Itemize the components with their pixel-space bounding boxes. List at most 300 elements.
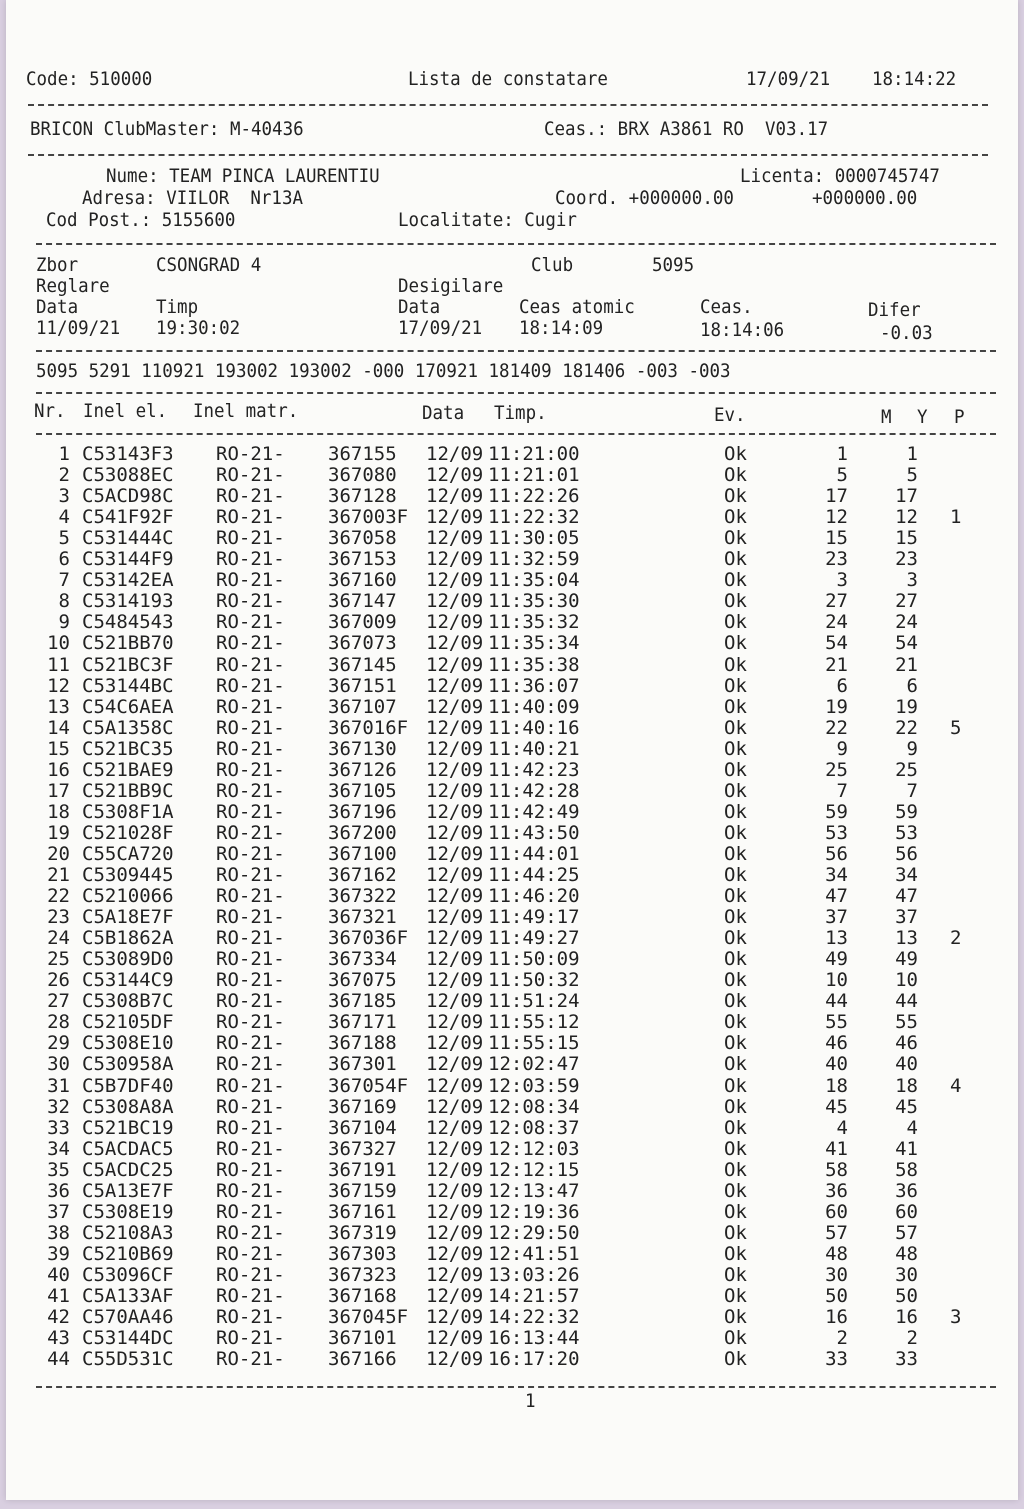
ring-number: 367200 bbox=[328, 821, 397, 844]
separator bbox=[36, 1386, 996, 1388]
event-status: Ok bbox=[724, 1306, 747, 1329]
setting-label: Reglare bbox=[36, 275, 110, 297]
code-line: 5095 5291 110921 193002 193002 -000 170921 181409 181406 -003 -003 bbox=[36, 360, 731, 382]
ring-prefix: RO-21- bbox=[216, 1053, 285, 1076]
setting-date: 11/09/21 bbox=[36, 317, 121, 339]
arrival-time: 14:21:57 bbox=[488, 1285, 580, 1307]
m-value: 37 bbox=[825, 906, 848, 929]
event-status: Ok bbox=[724, 506, 747, 529]
table-row bbox=[6, 928, 1018, 949]
license: Licenta: 0000745747 bbox=[740, 165, 940, 187]
event-status: Ok bbox=[724, 821, 747, 844]
ring-number: 367301 bbox=[328, 1053, 397, 1076]
electronic-ring: C5308E10 bbox=[82, 1032, 174, 1055]
arrival-time: 11:21:00 bbox=[488, 443, 580, 465]
ring-number: 367185 bbox=[328, 990, 397, 1013]
arrival-date: 12/09 bbox=[426, 1200, 484, 1223]
arrival-time: 11:51:24 bbox=[488, 990, 580, 1013]
unsealing-date: 17/09/21 bbox=[398, 317, 483, 339]
ring-number: 367334 bbox=[328, 948, 397, 971]
electronic-ring: C5A13E7F bbox=[82, 1179, 174, 1202]
event-status: Ok bbox=[724, 948, 747, 971]
p-value: 1 bbox=[950, 506, 962, 529]
row-number: 37 bbox=[47, 1200, 70, 1223]
event-status: Ok bbox=[724, 1053, 747, 1076]
arrival-time: 11:49:17 bbox=[488, 906, 580, 929]
row-number: 31 bbox=[47, 1074, 70, 1097]
header-y: Y bbox=[917, 406, 928, 428]
club-value: 5095 bbox=[652, 254, 695, 276]
electronic-ring: C53144BC bbox=[82, 674, 174, 697]
event-status: Ok bbox=[724, 1179, 747, 1202]
arrival-time: 11:42:28 bbox=[488, 779, 580, 802]
electronic-ring: C5308E19 bbox=[82, 1200, 174, 1223]
m-value: 48 bbox=[825, 1242, 848, 1265]
m-value: 33 bbox=[825, 1348, 848, 1371]
table-row bbox=[6, 507, 1018, 528]
event-status: Ok bbox=[724, 464, 747, 487]
electronic-ring: C53144F9 bbox=[82, 548, 174, 571]
ring-prefix: RO-21- bbox=[216, 1116, 285, 1139]
arrival-time: 12:08:34 bbox=[488, 1095, 580, 1118]
arrival-date: 12/09 bbox=[426, 906, 484, 929]
table-row bbox=[6, 802, 1018, 823]
y-value: 46 bbox=[895, 1032, 918, 1055]
arrival-date: 12/09 bbox=[426, 969, 484, 992]
event-status: Ok bbox=[724, 653, 747, 676]
event-status: Ok bbox=[724, 1285, 747, 1307]
ring-prefix: RO-21- bbox=[216, 1348, 285, 1371]
header-data: Data bbox=[422, 402, 465, 424]
row-number: 26 bbox=[47, 969, 70, 992]
arrival-date: 12/09 bbox=[426, 927, 484, 950]
ring-prefix: RO-21- bbox=[216, 1011, 285, 1034]
m-value: 49 bbox=[825, 948, 848, 971]
electronic-ring: C5210066 bbox=[82, 885, 174, 908]
table-row bbox=[6, 612, 1018, 633]
electronic-ring: C521BB70 bbox=[82, 632, 174, 655]
m-value: 25 bbox=[825, 758, 848, 781]
ring-prefix: RO-21- bbox=[216, 485, 285, 508]
electronic-ring: C5ACD98C bbox=[82, 485, 174, 508]
y-value: 9 bbox=[906, 737, 918, 760]
ring-number: 367188 bbox=[328, 1032, 397, 1055]
arrival-date: 12/09 bbox=[426, 800, 484, 823]
table-row bbox=[6, 1265, 1018, 1286]
p-value: 3 bbox=[950, 1306, 962, 1329]
row-number: 5 bbox=[58, 527, 70, 550]
coordinates: Coord. +000000.00 bbox=[555, 187, 734, 209]
flight-name: CSONGRAD 4 bbox=[156, 254, 262, 276]
m-value: 34 bbox=[825, 864, 848, 886]
arrival-date: 12/09 bbox=[426, 1074, 484, 1097]
table-row bbox=[6, 444, 1018, 465]
y-value: 12 bbox=[895, 506, 918, 529]
ring-number: 367151 bbox=[328, 674, 397, 697]
y-value: 56 bbox=[895, 842, 918, 865]
table-row bbox=[6, 1181, 1018, 1202]
ring-prefix: RO-21- bbox=[216, 885, 285, 908]
ring-number: 367104 bbox=[328, 1116, 397, 1139]
event-status: Ok bbox=[724, 1200, 747, 1223]
ring-prefix: RO-21- bbox=[216, 842, 285, 865]
postal-code: Cod Post.: 5155600 bbox=[46, 209, 236, 231]
m-value: 13 bbox=[825, 927, 848, 950]
arrival-date: 12/09 bbox=[426, 464, 484, 487]
electronic-ring: C521BC35 bbox=[82, 737, 174, 760]
arrival-date: 12/09 bbox=[426, 506, 484, 529]
row-number: 3 bbox=[58, 485, 70, 508]
table-row bbox=[6, 549, 1018, 570]
electronic-ring: C541F92F bbox=[82, 506, 174, 529]
table-row bbox=[6, 970, 1018, 991]
event-status: Ok bbox=[724, 548, 747, 571]
ring-prefix: RO-21- bbox=[216, 1032, 285, 1055]
ring-prefix: RO-21- bbox=[216, 1158, 285, 1181]
row-number: 9 bbox=[58, 611, 70, 634]
header-p: P bbox=[954, 406, 965, 428]
ring-prefix: RO-21- bbox=[216, 632, 285, 655]
event-status: Ok bbox=[724, 1327, 747, 1350]
event-status: Ok bbox=[724, 674, 747, 697]
ring-prefix: RO-21- bbox=[216, 1242, 285, 1265]
row-number: 13 bbox=[47, 695, 70, 718]
ring-number: 367147 bbox=[328, 590, 397, 613]
y-value: 3 bbox=[906, 569, 918, 592]
ring-number: 367327 bbox=[328, 1137, 397, 1160]
ring-number: 367319 bbox=[328, 1221, 397, 1244]
report-date: 17/09/21 bbox=[746, 68, 831, 90]
ring-prefix: RO-21- bbox=[216, 948, 285, 971]
separator bbox=[28, 154, 988, 156]
y-value: 41 bbox=[895, 1137, 918, 1160]
y-value: 21 bbox=[895, 653, 918, 676]
event-status: Ok bbox=[724, 800, 747, 823]
ring-prefix: RO-21- bbox=[216, 906, 285, 929]
report-time: 18:14:22 bbox=[872, 68, 957, 90]
row-number: 23 bbox=[47, 906, 70, 929]
m-value: 2 bbox=[836, 1327, 848, 1350]
y-value: 36 bbox=[895, 1179, 918, 1202]
table-row bbox=[6, 844, 1018, 865]
y-value: 24 bbox=[895, 611, 918, 634]
arrival-time: 11:44:25 bbox=[488, 864, 580, 886]
arrival-time: 12:03:59 bbox=[488, 1074, 580, 1097]
m-value: 41 bbox=[825, 1137, 848, 1160]
table-row bbox=[6, 907, 1018, 928]
y-value: 58 bbox=[895, 1158, 918, 1181]
arrival-date: 12/09 bbox=[426, 1011, 484, 1034]
arrival-date: 12/09 bbox=[426, 1095, 484, 1118]
ring-prefix: RO-21- bbox=[216, 737, 285, 760]
arrival-time: 12:13:47 bbox=[488, 1179, 580, 1202]
y-value: 59 bbox=[895, 800, 918, 823]
row-number: 35 bbox=[47, 1158, 70, 1181]
y-value: 33 bbox=[895, 1348, 918, 1371]
ring-number: 367105 bbox=[328, 779, 397, 802]
y-value: 18 bbox=[895, 1074, 918, 1097]
m-value: 54 bbox=[825, 632, 848, 655]
arrival-time: 11:55:12 bbox=[488, 1011, 580, 1034]
electronic-ring: C521028F bbox=[82, 821, 174, 844]
header-timp: Timp. bbox=[494, 402, 547, 424]
row-number: 25 bbox=[47, 948, 70, 971]
event-status: Ok bbox=[724, 716, 747, 739]
row-number: 41 bbox=[47, 1285, 70, 1307]
m-value: 3 bbox=[836, 569, 848, 592]
m-value: 12 bbox=[825, 506, 848, 529]
arrival-date: 12/09 bbox=[426, 1221, 484, 1244]
ring-prefix: RO-21- bbox=[216, 1327, 285, 1350]
printed-report bbox=[6, 0, 1018, 1500]
electronic-ring: C53096CF bbox=[82, 1263, 174, 1286]
y-value: 45 bbox=[895, 1095, 918, 1118]
event-status: Ok bbox=[724, 842, 747, 865]
table-row bbox=[6, 886, 1018, 907]
arrival-time: 12:12:15 bbox=[488, 1158, 580, 1181]
table-row bbox=[6, 1097, 1018, 1118]
header-nr: Nr. bbox=[34, 400, 66, 422]
ring-prefix: RO-21- bbox=[216, 506, 285, 529]
arrival-date: 12/09 bbox=[426, 948, 484, 971]
arrival-date: 12/09 bbox=[426, 716, 484, 739]
y-value: 47 bbox=[895, 885, 918, 908]
table-row bbox=[6, 697, 1018, 718]
ring-prefix: RO-21- bbox=[216, 800, 285, 823]
m-value: 19 bbox=[825, 695, 848, 718]
electronic-ring: C521BB9C bbox=[82, 779, 174, 802]
event-status: Ok bbox=[724, 695, 747, 718]
arrival-date: 12/09 bbox=[426, 758, 484, 781]
event-status: Ok bbox=[724, 485, 747, 508]
p-value: 5 bbox=[950, 716, 962, 739]
m-value: 40 bbox=[825, 1053, 848, 1076]
arrival-date: 12/09 bbox=[426, 653, 484, 676]
ring-prefix: RO-21- bbox=[216, 590, 285, 613]
m-value: 10 bbox=[825, 969, 848, 992]
arrival-date: 12/09 bbox=[426, 611, 484, 634]
table-row bbox=[6, 1118, 1018, 1139]
y-value: 17 bbox=[895, 485, 918, 508]
arrival-time: 12:19:36 bbox=[488, 1200, 580, 1223]
event-status: Ok bbox=[724, 1032, 747, 1055]
table-row bbox=[6, 991, 1018, 1012]
address: Adresa: VIILOR Nr13A bbox=[82, 187, 304, 209]
arrival-date: 12/09 bbox=[426, 1137, 484, 1160]
ring-number: 367155 bbox=[328, 443, 397, 465]
arrival-time: 11:22:32 bbox=[488, 506, 580, 529]
event-status: Ok bbox=[724, 443, 747, 465]
row-number: 29 bbox=[47, 1032, 70, 1055]
arrival-date: 12/09 bbox=[426, 1032, 484, 1055]
ring-number: 367191 bbox=[328, 1158, 397, 1181]
ring-prefix: RO-21- bbox=[216, 779, 285, 802]
table-row bbox=[6, 1054, 1018, 1075]
y-value: 6 bbox=[906, 674, 918, 697]
atomic-clock-label: Ceas atomic bbox=[519, 296, 635, 318]
electronic-ring: C5ACDAC5 bbox=[82, 1137, 174, 1160]
ring-number: 367322 bbox=[328, 885, 397, 908]
event-status: Ok bbox=[724, 1348, 747, 1371]
ring-prefix: RO-21- bbox=[216, 864, 285, 886]
arrival-date: 12/09 bbox=[426, 569, 484, 592]
arrival-date: 12/09 bbox=[426, 1158, 484, 1181]
ring-number: 367107 bbox=[328, 695, 397, 718]
electronic-ring: C530958A bbox=[82, 1053, 174, 1076]
table-row bbox=[6, 823, 1018, 844]
event-status: Ok bbox=[724, 611, 747, 634]
table-row bbox=[6, 1202, 1018, 1223]
ring-number: 367128 bbox=[328, 485, 397, 508]
clock-label: Ceas. bbox=[700, 296, 753, 318]
electronic-ring: C5308F1A bbox=[82, 800, 174, 823]
event-status: Ok bbox=[724, 737, 747, 760]
m-value: 47 bbox=[825, 885, 848, 908]
electronic-ring: C5B7DF40 bbox=[82, 1074, 174, 1097]
arrival-date: 12/09 bbox=[426, 1306, 484, 1329]
flight-label: Zbor bbox=[36, 254, 79, 276]
row-number: 33 bbox=[47, 1116, 70, 1139]
event-status: Ok bbox=[724, 590, 747, 613]
m-value: 44 bbox=[825, 990, 848, 1013]
header-inel-el: Inel el. bbox=[83, 400, 168, 422]
electronic-ring: C54C6AEA bbox=[82, 695, 174, 718]
table-row bbox=[6, 591, 1018, 612]
ring-prefix: RO-21- bbox=[216, 1285, 285, 1307]
m-value: 50 bbox=[825, 1285, 848, 1307]
event-status: Ok bbox=[724, 1074, 747, 1097]
m-value: 60 bbox=[825, 1200, 848, 1223]
arrival-time: 11:42:49 bbox=[488, 800, 580, 823]
table-row bbox=[6, 718, 1018, 739]
arrival-time: 11:35:34 bbox=[488, 632, 580, 655]
m-value: 15 bbox=[825, 527, 848, 550]
event-status: Ok bbox=[724, 864, 747, 886]
m-value: 6 bbox=[836, 674, 848, 697]
electronic-ring: C5308A8A bbox=[82, 1095, 174, 1118]
ring-number: 367323 bbox=[328, 1263, 397, 1286]
event-status: Ok bbox=[724, 1011, 747, 1034]
arrival-date: 12/09 bbox=[426, 1348, 484, 1371]
m-value: 30 bbox=[825, 1263, 848, 1286]
electronic-ring: C5A133AF bbox=[82, 1285, 174, 1307]
table-row bbox=[6, 1012, 1018, 1033]
y-value: 54 bbox=[895, 632, 918, 655]
event-status: Ok bbox=[724, 632, 747, 655]
arrival-date: 12/09 bbox=[426, 632, 484, 655]
p-value: 4 bbox=[950, 1074, 962, 1097]
ring-prefix: RO-21- bbox=[216, 695, 285, 718]
m-value: 55 bbox=[825, 1011, 848, 1034]
arrival-time: 11:35:38 bbox=[488, 653, 580, 676]
m-value: 18 bbox=[825, 1074, 848, 1097]
m-value: 56 bbox=[825, 842, 848, 865]
arrival-date: 12/09 bbox=[426, 1285, 484, 1307]
row-number: 19 bbox=[47, 821, 70, 844]
difference-label: Difer bbox=[868, 299, 921, 321]
y-value: 19 bbox=[895, 695, 918, 718]
ring-number: 367009 bbox=[328, 611, 397, 634]
event-status: Ok bbox=[724, 758, 747, 781]
arrival-date: 12/09 bbox=[426, 1263, 484, 1286]
arrival-date: 12/09 bbox=[426, 779, 484, 802]
electronic-ring: C521BAE9 bbox=[82, 758, 174, 781]
arrival-time: 12:41:51 bbox=[488, 1242, 580, 1265]
arrival-time: 11:42:23 bbox=[488, 758, 580, 781]
row-number: 30 bbox=[47, 1053, 70, 1076]
m-value: 57 bbox=[825, 1221, 848, 1244]
electronic-ring: C53089D0 bbox=[82, 948, 174, 971]
table-row bbox=[6, 760, 1018, 781]
event-status: Ok bbox=[724, 906, 747, 929]
arrival-time: 16:13:44 bbox=[488, 1327, 580, 1350]
arrival-date: 12/09 bbox=[426, 443, 484, 465]
locality: Localitate: Cugir bbox=[398, 209, 577, 231]
arrival-time: 11:36:07 bbox=[488, 674, 580, 697]
arrival-time: 13:03:26 bbox=[488, 1263, 580, 1286]
table-row bbox=[6, 1328, 1018, 1349]
electronic-ring: C53144C9 bbox=[82, 969, 174, 992]
row-number: 38 bbox=[47, 1221, 70, 1244]
arrival-time: 11:22:26 bbox=[488, 485, 580, 508]
y-value: 48 bbox=[895, 1242, 918, 1265]
separator bbox=[36, 392, 996, 394]
ring-number: 367171 bbox=[328, 1011, 397, 1034]
electronic-ring: C5B1862A bbox=[82, 927, 174, 950]
table-row bbox=[6, 633, 1018, 654]
ring-number: 367003F bbox=[328, 506, 409, 529]
unsealing-label: Desigilare bbox=[398, 275, 504, 297]
arrival-date: 12/09 bbox=[426, 674, 484, 697]
m-value: 7 bbox=[836, 779, 848, 802]
arrival-date: 12/09 bbox=[426, 590, 484, 613]
ring-prefix: RO-21- bbox=[216, 969, 285, 992]
row-number: 6 bbox=[58, 548, 70, 571]
m-value: 4 bbox=[836, 1116, 848, 1139]
arrival-time: 12:12:03 bbox=[488, 1137, 580, 1160]
arrival-time: 11:35:04 bbox=[488, 569, 580, 592]
electronic-ring: C5210B69 bbox=[82, 1242, 174, 1265]
arrival-date: 12/09 bbox=[426, 821, 484, 844]
electronic-ring: C521BC3F bbox=[82, 653, 174, 676]
electronic-ring: C570AA46 bbox=[82, 1306, 174, 1329]
coordinates-2: +000000.00 bbox=[812, 187, 918, 209]
ring-number: 367054F bbox=[328, 1074, 409, 1097]
arrival-time: 11:21:01 bbox=[488, 464, 580, 487]
m-value: 23 bbox=[825, 548, 848, 571]
table-row bbox=[6, 739, 1018, 760]
arrival-time: 12:08:37 bbox=[488, 1116, 580, 1139]
m-value: 21 bbox=[825, 653, 848, 676]
arrival-time: 11:40:21 bbox=[488, 737, 580, 760]
ring-prefix: RO-21- bbox=[216, 1137, 285, 1160]
table-row bbox=[6, 1349, 1018, 1370]
m-value: 22 bbox=[825, 716, 848, 739]
arrival-date: 12/09 bbox=[426, 527, 484, 550]
arrival-date: 12/09 bbox=[426, 1116, 484, 1139]
arrival-date: 12/09 bbox=[426, 1327, 484, 1350]
ring-number: 367073 bbox=[328, 632, 397, 655]
ring-number: 367045F bbox=[328, 1306, 409, 1329]
ring-number: 367130 bbox=[328, 737, 397, 760]
arrival-date: 12/09 bbox=[426, 485, 484, 508]
y-value: 60 bbox=[895, 1200, 918, 1223]
event-status: Ok bbox=[724, 1263, 747, 1286]
arrival-date: 12/09 bbox=[426, 548, 484, 571]
header-m: M bbox=[881, 406, 892, 428]
m-value: 24 bbox=[825, 611, 848, 634]
unsealing-date-label: Data bbox=[398, 296, 441, 318]
